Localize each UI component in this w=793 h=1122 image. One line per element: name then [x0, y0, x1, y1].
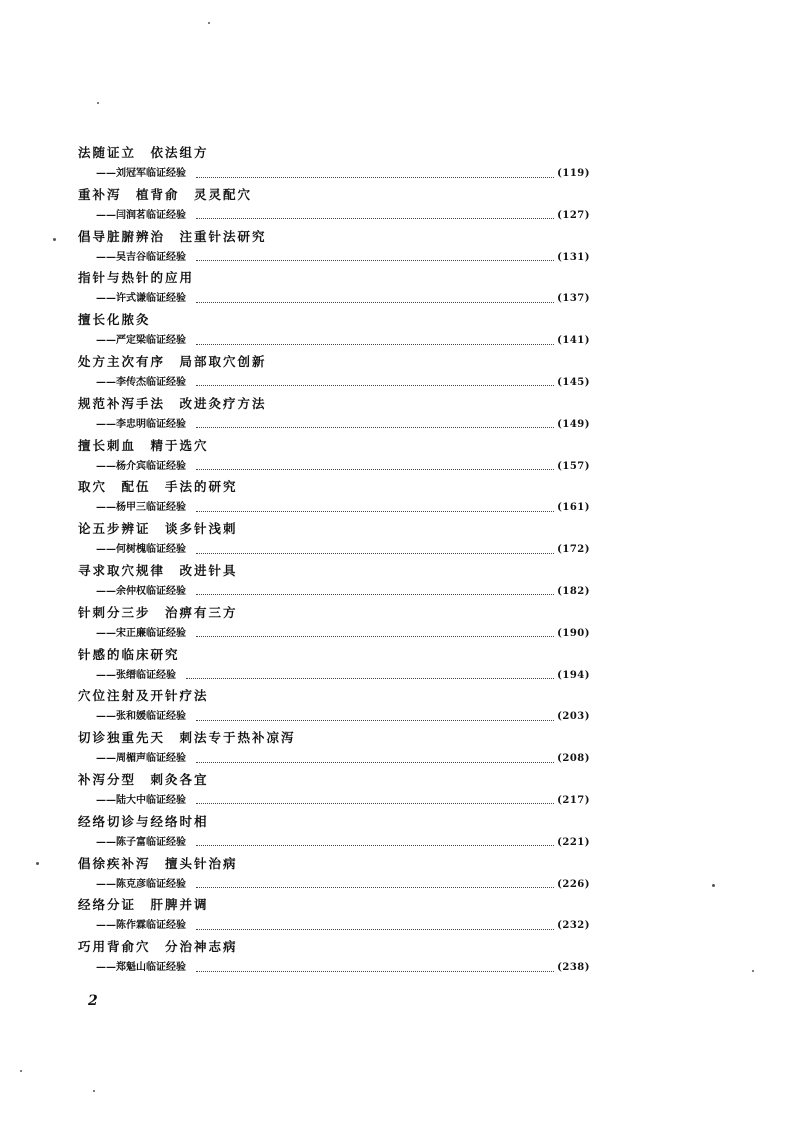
- toc-entry-page: (172): [557, 544, 590, 556]
- table-of-contents: [78, 145, 590, 981]
- toc-entry: [78, 479, 590, 521]
- toc-entry-title: 针刺分三步 治痹有三方: [78, 604, 238, 620]
- toc-entry-author: ——李忠明临证经验: [96, 418, 186, 430]
- toc-entry: [78, 772, 590, 814]
- toc-entry-page: (131): [557, 251, 590, 263]
- toc-entry-author: ——许式谦临证经验: [96, 293, 186, 305]
- toc-entry-line: [96, 709, 590, 725]
- toc-entry-author: ——陆大中临证经验: [96, 794, 186, 806]
- toc-entry-line: [96, 500, 590, 516]
- toc-entry-title: 论五步辨证 谈多针浅刺: [78, 521, 238, 537]
- toc-entry-line: [96, 877, 590, 893]
- toc-entry-page: (137): [557, 293, 590, 305]
- toc-entry: [78, 187, 590, 229]
- dot-leader: [196, 762, 554, 763]
- toc-entry: [78, 354, 590, 396]
- dot-leader: [196, 636, 554, 637]
- toc-entry-line: [96, 793, 590, 809]
- dot-leader: [196, 344, 554, 345]
- toc-entry: [78, 856, 590, 898]
- toc-entry-author: ——杨甲三临证经验: [96, 502, 186, 514]
- toc-entry-line: [96, 459, 590, 475]
- toc-entry-line: [96, 835, 590, 851]
- toc-entry-title: 切诊独重先天 刺法专于热补凉泻: [78, 730, 296, 746]
- toc-entry-title: 重补泻 植背俞 灵灵配穴: [78, 186, 253, 202]
- toc-entry-page: (149): [557, 418, 590, 430]
- toc-entry-line: [96, 668, 590, 684]
- toc-entry-title: 法随证立 依法组方: [78, 145, 209, 160]
- toc-entry: [78, 438, 590, 480]
- dot-leader: [186, 678, 554, 679]
- toc-entry-title: 擅长化脓灸: [78, 312, 151, 328]
- scan-speck: [20, 1070, 22, 1072]
- toc-entry-author: ——陈作霖临证经验: [96, 920, 186, 932]
- toc-entry-page: (221): [557, 836, 590, 848]
- toc-entry-author: ——张和媛临证经验: [96, 711, 186, 723]
- toc-entry-title: 指针与热针的应用: [78, 270, 195, 286]
- toc-entry-title: 规范补泻手法 改进灸疗方法: [78, 395, 267, 411]
- dot-leader: [196, 803, 554, 804]
- toc-entry-title: 寻求取穴规律 改进针具: [78, 562, 238, 578]
- toc-entry-author: ——陈子富临证经验: [96, 836, 186, 848]
- toc-entry-page: (208): [557, 753, 590, 765]
- toc-entry-author: ——刘冠军临证经验: [96, 168, 186, 179]
- toc-entry-page: (203): [557, 711, 590, 723]
- toc-entry-page: (119): [557, 168, 590, 179]
- toc-entry: [78, 939, 590, 981]
- toc-entry-title: 处方主次有序 局部取穴创新: [78, 353, 267, 369]
- toc-entry-page: (157): [557, 460, 590, 472]
- dot-leader: [196, 385, 554, 386]
- toc-entry-author: ——闫润茗临证经验: [96, 209, 186, 221]
- toc-entry-line: [96, 417, 590, 433]
- dot-leader: [196, 260, 554, 261]
- scan-speck: [208, 22, 210, 24]
- dot-leader: [196, 553, 554, 554]
- toc-entry-title: 倡导脏腑辨治 注重针法研究: [78, 228, 267, 244]
- toc-entry: [78, 270, 590, 312]
- toc-entry-author: ——杨介宾临证经验: [96, 460, 186, 472]
- dot-leader: [196, 929, 554, 930]
- dot-leader: [196, 971, 554, 972]
- toc-entry: [78, 605, 590, 647]
- toc-entry-page: (232): [557, 920, 590, 932]
- toc-entry: [78, 396, 590, 438]
- toc-entry: [78, 647, 590, 689]
- toc-entry-line: [96, 208, 590, 224]
- toc-entry: [78, 563, 590, 605]
- toc-entry-title: 经络分证 肝脾并调: [78, 897, 209, 913]
- dot-leader: [196, 594, 554, 595]
- toc-entry-line: [96, 751, 590, 767]
- toc-entry-page: (194): [557, 669, 590, 681]
- toc-entry-author: ——陈克彦临证经验: [96, 878, 186, 890]
- toc-entry-line: [96, 918, 590, 934]
- toc-entry-author: ——周楣声临证经验: [96, 753, 186, 765]
- toc-entry-title: 穴位注射及开针疗法: [78, 688, 209, 704]
- toc-entry-page: (127): [557, 209, 590, 221]
- toc-entry-page: (161): [557, 502, 590, 514]
- toc-entry-author: ——何树槐临证经验: [96, 544, 186, 556]
- dot-leader: [196, 427, 554, 428]
- dot-leader: [196, 720, 554, 721]
- scan-speck: [93, 1090, 95, 1092]
- scan-speck: [712, 884, 715, 887]
- scan-speck: [53, 238, 56, 241]
- toc-entry-author: ——严定梁临证经验: [96, 335, 186, 347]
- toc-entry-title: 巧用背俞穴 分治神志病: [78, 939, 238, 955]
- toc-entry-line: [96, 291, 590, 307]
- toc-entry-title: 补泻分型 刺灸各宜: [78, 771, 209, 787]
- toc-entry-title: 倡徐疾补泻 擅头针治病: [78, 855, 238, 871]
- toc-entry-author: ——吴吉谷临证经验: [96, 251, 186, 263]
- toc-entry-title: 取穴 配伍 手法的研究: [78, 479, 238, 495]
- toc-entry-page: (226): [557, 878, 590, 890]
- toc-entry-author: ——张缙临证经验: [96, 669, 176, 681]
- toc-entry-page: (145): [557, 376, 590, 388]
- dot-leader: [196, 302, 554, 303]
- toc-entry-line: [96, 333, 590, 349]
- toc-entry-line: [96, 584, 590, 600]
- toc-entry-page: (141): [557, 335, 590, 347]
- toc-entry: [78, 897, 590, 939]
- dot-leader: [196, 177, 554, 178]
- toc-entry-line: [96, 960, 590, 976]
- scan-speck: [752, 970, 754, 972]
- toc-entry-page: (238): [557, 962, 590, 974]
- toc-entry-title: 经络切诊与经络时相: [78, 813, 209, 829]
- dot-leader: [196, 469, 554, 470]
- toc-entry-author: ——余仲权临证经验: [96, 585, 186, 597]
- toc-entry: [78, 312, 590, 354]
- scan-speck: [97, 102, 99, 104]
- dot-leader: [196, 511, 554, 512]
- toc-entry-author: ——宋正廉临证经验: [96, 627, 186, 639]
- scan-speck: [36, 862, 39, 865]
- toc-entry: [78, 688, 590, 730]
- toc-entry: [78, 730, 590, 772]
- toc-entry: [78, 521, 590, 563]
- toc-entry-page: (217): [557, 794, 590, 806]
- toc-entry: [78, 229, 590, 271]
- toc-entry-page: (190): [557, 627, 590, 639]
- toc-entry: [78, 814, 590, 856]
- toc-entry-page: (182): [557, 585, 590, 597]
- toc-entry-line: [96, 626, 590, 642]
- dot-leader: [196, 887, 554, 888]
- toc-entry-author: ——李传杰临证经验: [96, 376, 186, 388]
- toc-entry-line: [96, 375, 590, 391]
- toc-entry-author: ——郑魁山临证经验: [96, 962, 186, 974]
- toc-entry-line: [96, 166, 590, 182]
- toc-entry-line: [96, 250, 590, 266]
- toc-entry-title: 擅长刺血 精于选穴: [78, 437, 209, 453]
- toc-entry: [78, 145, 590, 187]
- dot-leader: [196, 218, 554, 219]
- toc-entry-line: [96, 542, 590, 558]
- toc-entry-title: 针感的临床研究: [78, 646, 180, 662]
- dot-leader: [196, 845, 554, 846]
- page-number: 2: [88, 993, 98, 1009]
